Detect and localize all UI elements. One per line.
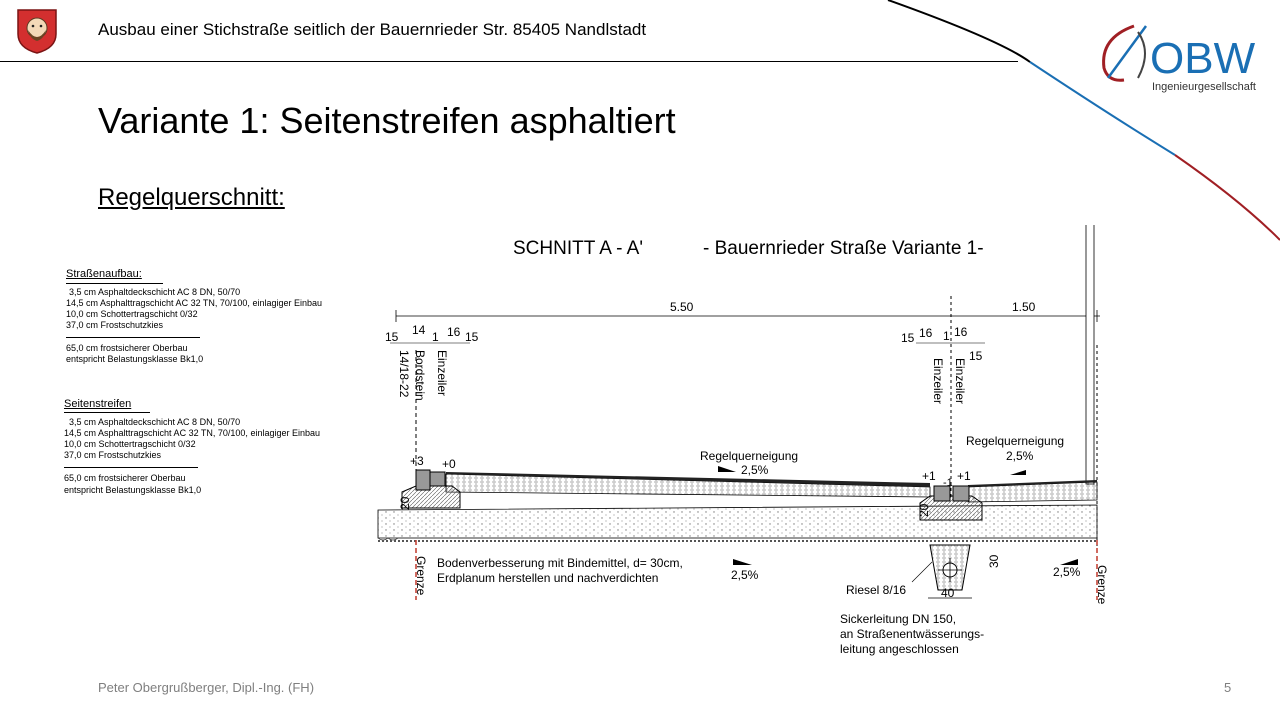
spec-side-total: 65,0 cm frostsicherer Oberbau <box>64 473 186 483</box>
height-label: +1 <box>922 469 936 483</box>
logo-subtitle: Ingenieurgesellschaft <box>1152 81 1256 93</box>
spec-road-line: 3,5 cm Asphaltdeckschicht AC 8 DN, 50/70 <box>69 287 241 297</box>
spec-side-line: 10,0 cm Schottertragschicht 0/32 <box>64 439 196 449</box>
spec-side-sum-rule <box>64 467 198 468</box>
spec-side-class: entspricht Belastungsklasse Bk1,0 <box>64 485 202 495</box>
dim-left: 15 <box>385 330 399 344</box>
slope-value-side: 2,5% <box>1006 449 1034 463</box>
drawing-title-right: - Bauernrieder Straße Variante 1- <box>703 238 984 259</box>
town-crest-icon <box>16 8 58 54</box>
logo-brand: OBW <box>1150 34 1256 83</box>
slope-value-main: 2,5% <box>741 463 769 477</box>
spec-side-line: 14,5 cm Asphalttragschicht AC 32 TN, 70/100, einlagiger Einbau <box>64 428 320 438</box>
dim-main: 5.50 <box>670 300 694 314</box>
footer-author: Peter Obergrußberger, Dipl.-Ing. (FH) <box>98 680 315 695</box>
pipe-note-1: Sickerleitung DN 150, <box>840 612 957 626</box>
slope-value-right: 2,5% <box>1053 565 1081 579</box>
soil-note-2: Erdplanum herstellen und nachverdichten <box>437 571 659 585</box>
einzeiler-mid-b: Einzeiler <box>953 358 967 405</box>
soil-note-1: Bodenverbesserung mit Bindemittel, d= 30cm, <box>437 556 683 570</box>
width-40: 40 <box>941 586 955 600</box>
einzeiler-left: Einzeiler <box>435 350 449 397</box>
dim-side: 1.50 <box>1012 300 1036 314</box>
slope-label-side: Regelquerneigung <box>966 434 1065 448</box>
cross-section-drawing <box>360 225 1120 665</box>
height-label: +1 <box>957 469 971 483</box>
section-subtitle: Regelquerschnitt: <box>98 184 285 211</box>
header-divider <box>0 61 1018 62</box>
slide-title: Variante 1: Seitenstreifen asphaltiert <box>98 100 676 141</box>
slope-value-soil: 2,5% <box>731 568 759 582</box>
spec-side-heading-rule <box>64 412 150 413</box>
dim-left: 15 <box>465 330 479 344</box>
height-label: +3 <box>410 454 424 468</box>
dim-mid: 15 <box>969 349 983 363</box>
dim-left: 16 <box>447 325 461 339</box>
dim-mid: 15 <box>901 331 915 345</box>
bordstein-label: Bordstein <box>413 350 427 401</box>
bordstein-size: 14/18-22 <box>397 350 411 398</box>
dim-left: 1 <box>432 330 439 344</box>
spec-road-line: 14,5 cm Asphalttragschicht AC 32 TN, 70/100, einlagiger Einbau <box>66 298 322 308</box>
dim-mid: 16 <box>954 325 968 339</box>
spec-road-line: 37,0 cm Frostschutzkies <box>66 320 164 330</box>
dim-mid: 1 <box>943 329 950 343</box>
riesel-label: Riesel 8/16 <box>846 583 907 597</box>
spec-side-line: 37,0 cm Frostschutzkies <box>64 450 162 460</box>
dim-mid: 16 <box>919 326 933 340</box>
page-number: 5 <box>1224 680 1232 695</box>
spec-road-line: 10,0 cm Schottertragschicht 0/32 <box>66 309 198 319</box>
spec-road-class: entspricht Belastungsklasse Bk1,0 <box>66 354 204 364</box>
depth-20-left: 20 <box>398 496 412 510</box>
pipe-note-2: an Straßenentwässerungs- <box>840 627 985 641</box>
dim-left: 14 <box>412 323 426 337</box>
depth-20-mid: 20 <box>917 503 931 517</box>
street-lamp-icon <box>1060 225 1120 484</box>
spec-side-line: 3,5 cm Asphaltdeckschicht AC 8 DN, 50/70 <box>69 417 241 427</box>
pipe-note-3: leitung angeschlossen <box>840 642 959 656</box>
spec-road-heading-rule <box>66 283 163 284</box>
spec-road-sum-rule <box>66 337 200 338</box>
spec-road-heading: Straßenaufbau: <box>66 268 142 280</box>
drawing-title-left: SCHNITT A - A' <box>513 238 643 259</box>
slope-label-main: Regelquerneigung <box>700 449 799 463</box>
depth-30: 30 <box>987 554 1001 568</box>
grenze-left: Grenze <box>414 556 428 596</box>
height-label: +0 <box>442 457 456 471</box>
einzeiler-mid-a: Einzeiler <box>931 358 945 405</box>
spec-side-heading: Seitenstreifen <box>64 398 132 410</box>
height-label: -1 <box>943 477 953 489</box>
header-title: Ausbau einer Stichstraße seitlich der Bauernrieder Str. 85405 Nandlstadt <box>98 20 647 39</box>
obw-logo-mark-icon <box>1094 22 1154 84</box>
spec-road-total: 65,0 cm frostsicherer Oberbau <box>66 343 188 353</box>
grenze-right: Grenze <box>1095 565 1109 605</box>
